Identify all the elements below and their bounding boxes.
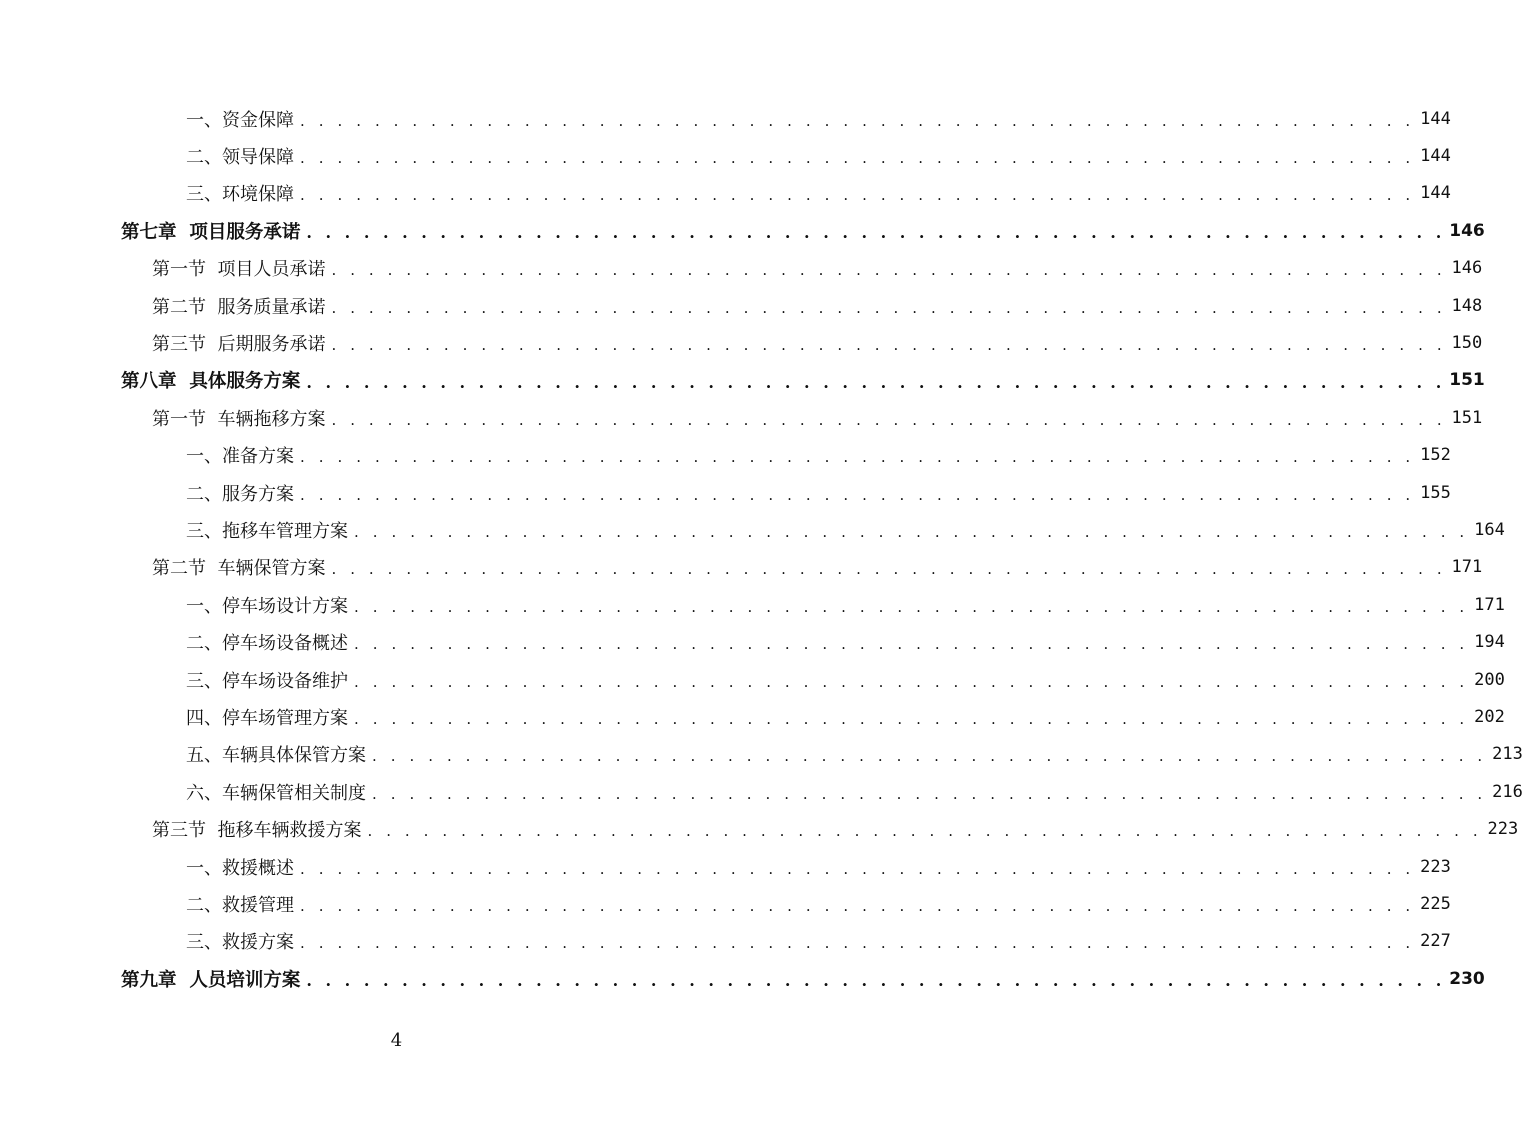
toc-section-entry[interactable]	[0, 324, 1483, 361]
toc-entry-title: 第八章 具体服务方案	[121, 371, 301, 393]
toc-dot-leader: . . . . . . . . . . . . . . . . . . . . . . . . . . . . . . . . . . . . . . . . . . . . . . . . . . . . . . . . . . . .	[372, 747, 1487, 766]
toc-entry-page-number: 171	[1474, 594, 1505, 615]
toc-chapter-entry[interactable]	[0, 212, 1485, 249]
toc-entry-page-number: 151	[1449, 370, 1485, 391]
toc-entry-title: 一、停车场设计方案	[186, 595, 348, 617]
toc-entry-title: 四、停车场管理方案	[186, 707, 348, 729]
toc-entry-title: 一、资金保障	[186, 109, 294, 131]
toc-entry-page-number: 200	[1474, 669, 1505, 690]
toc-dot-leader: . . . . . . . . . . . . . . . . . . . . . . . . . . . . . . . . . . . . . . . . . . . . . . . . . . . . . . . . . . . .	[306, 971, 1446, 991]
toc-dot-leader: . . . . . . . . . . . . . . . . . . . . . . . . . . . . . . . . . . . . . . . . . . . . . . . . . . . . . . . . . . . .	[300, 186, 1415, 205]
toc-entry-page-number: 144	[1420, 108, 1451, 129]
toc-entry-page-number: 150	[1451, 333, 1483, 354]
toc-subsection-entry[interactable]	[0, 773, 1523, 810]
toc-entry-page-number: 223	[1487, 819, 1519, 840]
toc-section-entry[interactable]	[0, 287, 1483, 324]
toc-entry-title: 第三节 后期服务承诺	[152, 334, 326, 356]
toc-dot-leader: . . . . . . . . . . . . . . . . . . . . . . . . . . . . . . . . . . . . . . . . . . . . . . . . . . . . . . . . . . . .	[300, 111, 1415, 130]
toc-dot-leader: . . . . . . . . . . . . . . . . . . . . . . . . . . . . . . . . . . . . . . . . . . . . . . . . . . . . . . . . . . . .	[331, 298, 1447, 317]
toc-dot-leader: . . . . . . . . . . . . . . . . . . . . . . . . . . . . . . . . . . . . . . . . . . . . . . . . . . . . . . . . . . . .	[354, 672, 1469, 691]
toc-dot-leader: . . . . . . . . . . . . . . . . . . . . . . . . . . . . . . . . . . . . . . . . . . . . . . . . . . . . . . . . . . . .	[306, 223, 1446, 243]
toc-subsection-entry[interactable]	[0, 474, 1451, 511]
toc-entry-title: 第二节 车辆保管方案	[152, 558, 326, 580]
toc-entry-title: 二、救援管理	[186, 894, 294, 916]
toc-entry-page-number: 194	[1474, 632, 1505, 653]
toc-dot-leader: . . . . . . . . . . . . . . . . . . . . . . . . . . . . . . . . . . . . . . . . . . . . . . . . . . . . . . . . . . . .	[372, 784, 1487, 803]
toc-entry-page-number: 144	[1420, 183, 1451, 204]
toc-subsection-entry[interactable]	[0, 437, 1451, 474]
toc-entry-title: 二、停车场设备概述	[186, 633, 348, 655]
toc-subsection-entry[interactable]	[0, 623, 1505, 660]
toc-dot-leader: . . . . . . . . . . . . . . . . . . . . . . . . . . . . . . . . . . . . . . . . . . . . . . . . . . . . . . . . . . . .	[300, 934, 1415, 953]
toc-section-entry[interactable]	[0, 549, 1483, 586]
toc-dot-leader: . . . . . . . . . . . . . . . . . . . . . . . . . . . . . . . . . . . . . . . . . . . . . . . . . . . . . . . . . . . .	[300, 149, 1415, 168]
toc-entry-page-number: 213	[1492, 744, 1523, 765]
toc-entry-title: 三、拖移车管理方案	[186, 520, 348, 542]
toc-dot-leader: . . . . . . . . . . . . . . . . . . . . . . . . . . . . . . . . . . . . . . . . . . . . . . . . . . . . . . . . . . . .	[331, 410, 1447, 429]
toc-entry-page-number: 146	[1451, 258, 1483, 279]
toc-entry-page-number: 164	[1474, 519, 1505, 540]
toc-dot-leader: . . . . . . . . . . . . . . . . . . . . . . . . . . . . . . . . . . . . . . . . . . . . . . . . . . . . . . . . . . . .	[306, 372, 1446, 392]
toc-dot-leader: . . . . . . . . . . . . . . . . . . . . . . . . . . . . . . . . . . . . . . . . . . . . . . . . . . . . . . . . . . . .	[354, 522, 1469, 541]
toc-entry-page-number: 151	[1451, 407, 1483, 428]
toc-entry-title: 三、救援方案	[186, 932, 294, 954]
toc-entry-title: 三、环境保障	[186, 184, 294, 206]
toc-entry-title: 二、领导保障	[186, 147, 294, 169]
toc-entry-title: 一、救援概述	[186, 857, 294, 879]
toc-dot-leader: . . . . . . . . . . . . . . . . . . . . . . . . . . . . . . . . . . . . . . . . . . . . . . . . . . . . . . . . . . . .	[300, 859, 1415, 878]
toc-entry-page-number: 144	[1420, 146, 1451, 167]
toc-dot-leader: . . . . . . . . . . . . . . . . . . . . . . . . . . . . . . . . . . . . . . . . . . . . . . . . . . . . . . . . . . . .	[300, 448, 1415, 467]
toc-entry-title: 第二节 服务质量承诺	[152, 296, 326, 318]
toc-dot-leader: . . . . . . . . . . . . . . . . . . . . . . . . . . . . . . . . . . . . . . . . . . . . . . . . . . . . . . . . . . . .	[354, 597, 1469, 616]
toc-dot-leader: . . . . . . . . . . . . . . . . . . . . . . . . . . . . . . . . . . . . . . . . . . . . . . . . . . . . . . . . . . . .	[354, 709, 1469, 728]
toc-entry-title: 二、服务方案	[186, 483, 294, 505]
toc-dot-leader: . . . . . . . . . . . . . . . . . . . . . . . . . . . . . . . . . . . . . . . . . . . . . . . . . . . . . . . . . . . .	[331, 560, 1447, 579]
toc-section-entry[interactable]	[0, 399, 1483, 436]
toc-entry-page-number: 171	[1451, 557, 1483, 578]
page-number: 4	[390, 1030, 403, 1051]
toc-subsection-entry[interactable]	[0, 137, 1451, 174]
toc-subsection-entry[interactable]	[0, 175, 1451, 212]
toc-subsection-entry[interactable]	[0, 586, 1505, 623]
toc-subsection-entry[interactable]	[0, 923, 1451, 960]
toc-entry-title: 六、车辆保管相关制度	[186, 782, 366, 804]
toc-entry-page-number: 216	[1492, 781, 1523, 802]
toc-entry-title: 第三节 拖移车辆救援方案	[152, 820, 362, 842]
toc-entry-page-number: 223	[1420, 856, 1451, 877]
toc-subsection-entry[interactable]	[0, 661, 1505, 698]
toc-dot-leader: . . . . . . . . . . . . . . . . . . . . . . . . . . . . . . . . . . . . . . . . . . . . . . . . . . . . . . . . . . . .	[367, 822, 1483, 841]
toc-section-entry[interactable]	[0, 810, 1519, 847]
toc-chapter-entry[interactable]	[0, 960, 1485, 997]
toc-entry-page-number: 225	[1420, 893, 1451, 914]
toc-entry-title: 三、停车场设备维护	[186, 670, 348, 692]
toc-subsection-entry[interactable]	[0, 736, 1523, 773]
toc-dot-leader: . . . . . . . . . . . . . . . . . . . . . . . . . . . . . . . . . . . . . . . . . . . . . . . . . . . . . . . . . . . .	[331, 336, 1447, 355]
toc-entry-page-number: 152	[1420, 445, 1451, 466]
toc-entry-title: 第一节 车辆拖移方案	[152, 408, 326, 430]
toc-entry-title: 第七章 项目服务承诺	[121, 221, 301, 243]
toc-dot-leader: . . . . . . . . . . . . . . . . . . . . . . . . . . . . . . . . . . . . . . . . . . . . . . . . . . . . . . . . . . . .	[354, 635, 1469, 654]
toc-section-entry[interactable]	[0, 250, 1483, 287]
toc-entry-page-number: 202	[1474, 706, 1505, 727]
toc-entry-page-number: 155	[1420, 482, 1451, 503]
toc-dot-leader: . . . . . . . . . . . . . . . . . . . . . . . . . . . . . . . . . . . . . . . . . . . . . . . . . . . . . . . . . . . .	[300, 485, 1415, 504]
toc-subsection-entry[interactable]	[0, 511, 1505, 548]
toc-subsection-entry[interactable]	[0, 100, 1451, 137]
toc-subsection-entry[interactable]	[0, 848, 1451, 885]
toc-entry-page-number: 230	[1449, 968, 1485, 989]
toc-entry-title: 一、准备方案	[186, 446, 294, 468]
toc-entry-title: 第九章 人员培训方案	[121, 969, 301, 991]
table-of-contents	[0, 100, 1523, 997]
toc-entry-title: 五、车辆具体保管方案	[186, 745, 366, 767]
toc-subsection-entry[interactable]	[0, 885, 1451, 922]
toc-subsection-entry[interactable]	[0, 698, 1505, 735]
toc-entry-page-number: 148	[1451, 295, 1483, 316]
toc-entry-page-number: 227	[1420, 931, 1451, 952]
toc-entry-page-number: 146	[1449, 220, 1485, 241]
toc-dot-leader: . . . . . . . . . . . . . . . . . . . . . . . . . . . . . . . . . . . . . . . . . . . . . . . . . . . . . . . . . . . .	[300, 896, 1415, 915]
toc-dot-leader: . . . . . . . . . . . . . . . . . . . . . . . . . . . . . . . . . . . . . . . . . . . . . . . . . . . . . . . . . . . .	[331, 261, 1447, 280]
toc-chapter-entry[interactable]	[0, 362, 1485, 399]
toc-entry-title: 第一节 项目人员承诺	[152, 259, 326, 281]
